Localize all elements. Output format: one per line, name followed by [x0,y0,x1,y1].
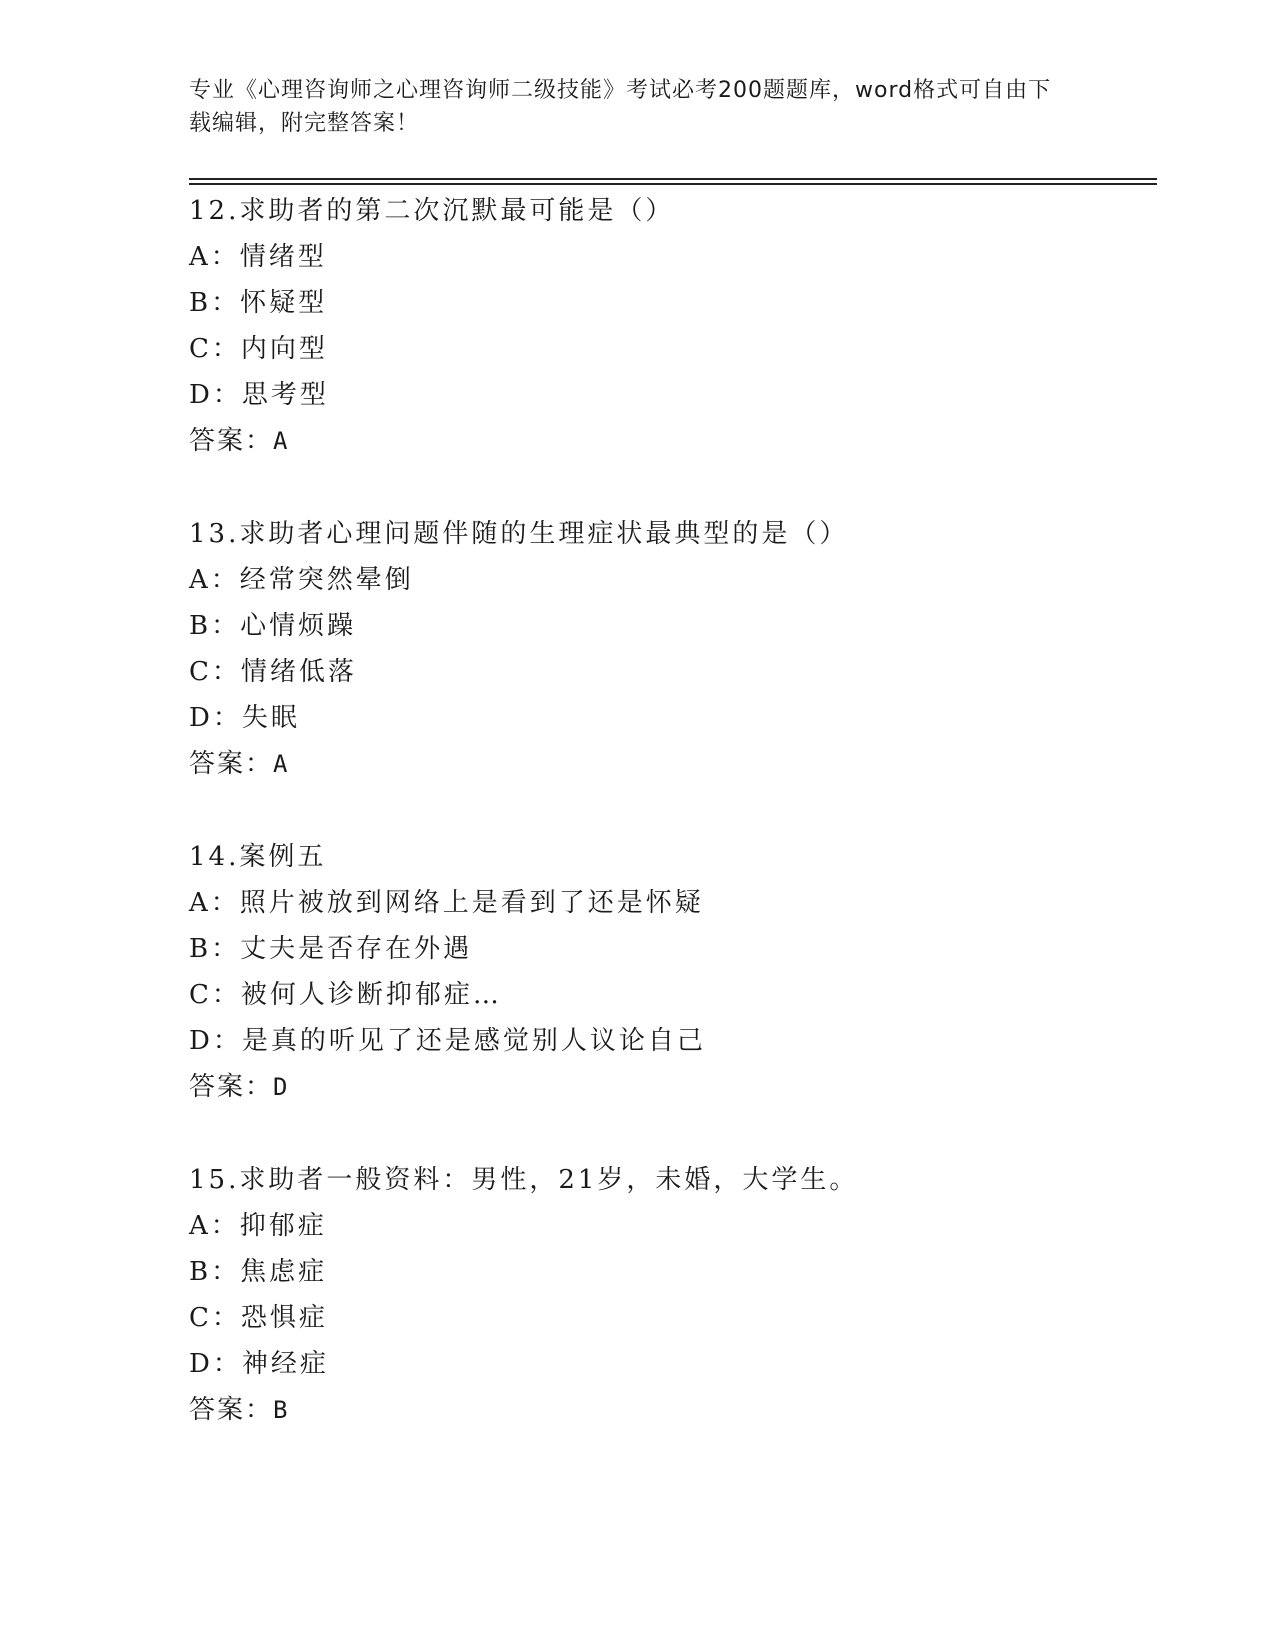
header-divider-bottom [189,183,1157,185]
answer-value: D [273,1073,290,1101]
option-b: B：心情烦躁 [189,611,357,641]
answer-line [189,418,1149,464]
question-12 [189,188,1149,464]
question-stem: 13.求助者心理问题伴随的生理症状最典型的是（） [189,519,849,549]
option-c: C：恐惧症 [189,1303,328,1333]
question-stem: 15.求助者一般资料：男性，21岁，未婚，大学生。 [189,1165,859,1195]
option-a: A：照片被放到网络上是看到了还是怀疑 [189,888,704,918]
answer-line [189,1064,1149,1110]
answer-value: A [273,427,290,455]
option-d: D：思考型 [189,380,329,410]
answer-line [189,741,1149,787]
option-c: C：内向型 [189,334,328,364]
option-a: A：情绪型 [189,242,327,272]
question-stem: 14.案例五 [189,842,327,872]
answer-value: A [273,750,290,778]
question-13 [189,511,1149,787]
option-c: C：被何人诊断抑郁症… [189,980,502,1010]
answer-value: B [273,1396,290,1424]
header-divider-top [189,178,1157,180]
answer-line [189,1387,1149,1433]
option-b: B：焦虑症 [189,1257,328,1287]
question-stem: 12.求助者的第二次沉默最可能是（） [189,196,675,226]
document-intro: 专业《心理咨询师之心理咨询师二级技能》考试必考200题题库，word格式可自由下载编辑，附完整答案！ [189,78,1052,136]
option-b: B：怀疑型 [189,288,328,318]
option-a: A：抑郁症 [189,1211,327,1241]
answer-label: 答案： [189,749,274,779]
question-list [189,188,1149,1480]
option-b: B：丈夫是否存在外遇 [189,934,473,964]
option-d: D：是真的听见了还是感觉别人议论自己 [189,1026,706,1056]
option-c: C：情绪低落 [189,657,357,687]
answer-label: 答案： [189,426,274,456]
answer-label: 答案： [189,1072,274,1102]
answer-label: 答案： [189,1395,274,1425]
option-a: A：经常突然晕倒 [189,565,414,595]
question-15 [189,1157,1149,1433]
option-d: D：失眠 [189,703,300,733]
option-d: D：神经症 [189,1349,329,1379]
question-14 [189,834,1149,1110]
